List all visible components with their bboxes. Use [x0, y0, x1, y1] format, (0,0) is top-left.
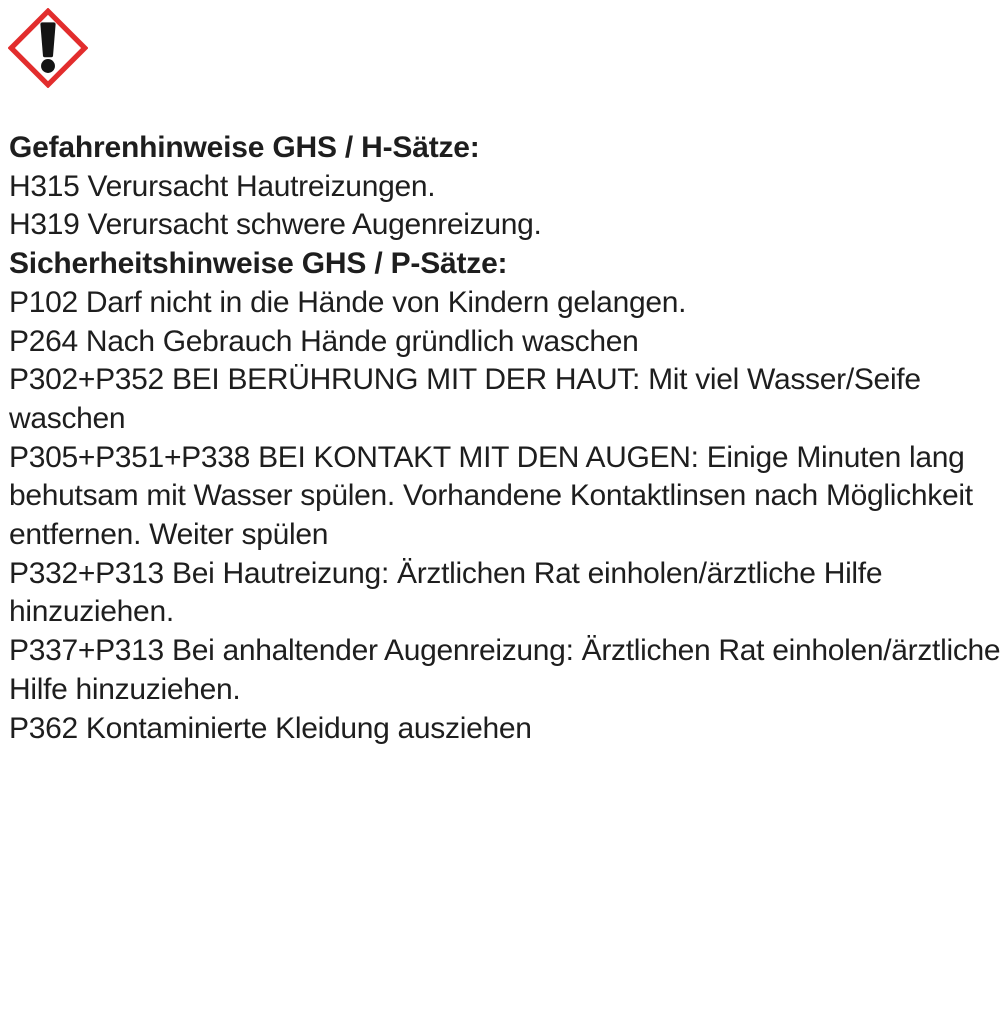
h-statements-heading: Gefahrenhinweise GHS / H-Sätze:	[9, 131, 480, 164]
p-statement-p362: P362 Kontaminierte Kleidung ausziehen	[9, 711, 532, 745]
hazard-text-block	[9, 129, 1003, 748]
h-statement-h315: H315 Verursacht Hautreizungen.	[9, 169, 436, 203]
p-statement-p102: P102 Darf nicht in die Hände von Kindern gelangen.	[9, 285, 687, 319]
p-statement-p337-p313: P337+P313 Bei anhaltender Augenreizung: Ärztlichen Rat einholen/ärztliche Hilfe hinzuziehen.	[9, 634, 1001, 706]
p-statement-p264: P264 Nach Gebrauch Hände gründlich waschen	[9, 324, 639, 358]
h-statement-h319: H319 Verursacht schwere Augenreizung.	[9, 208, 542, 242]
p-statement-p305-p351-p338: P305+P351+P338 BEI KONTAKT MIT DEN AUGEN: Einige Minuten lang behutsam mit Wasser spülen. Vorhandene Kontaktlinsen nach Möglichkeit entfernen. Weiter spülen	[9, 440, 973, 552]
p-statement-p302-p352: P302+P352 BEI BERÜHRUNG MIT DER HAUT: Mit viel Wasser/Seife waschen	[9, 363, 921, 435]
ghs07-exclamation-pictogram	[8, 8, 88, 88]
p-statements-heading: Sicherheitshinweise GHS / P-Sätze:	[9, 247, 508, 281]
p-statement-p332-p313: P332+P313 Bei Hautreizung: Ärztlichen Rat einholen/ärztliche Hilfe hinzuziehen.	[9, 556, 883, 629]
exclamation-mark-icon	[8, 8, 88, 88]
